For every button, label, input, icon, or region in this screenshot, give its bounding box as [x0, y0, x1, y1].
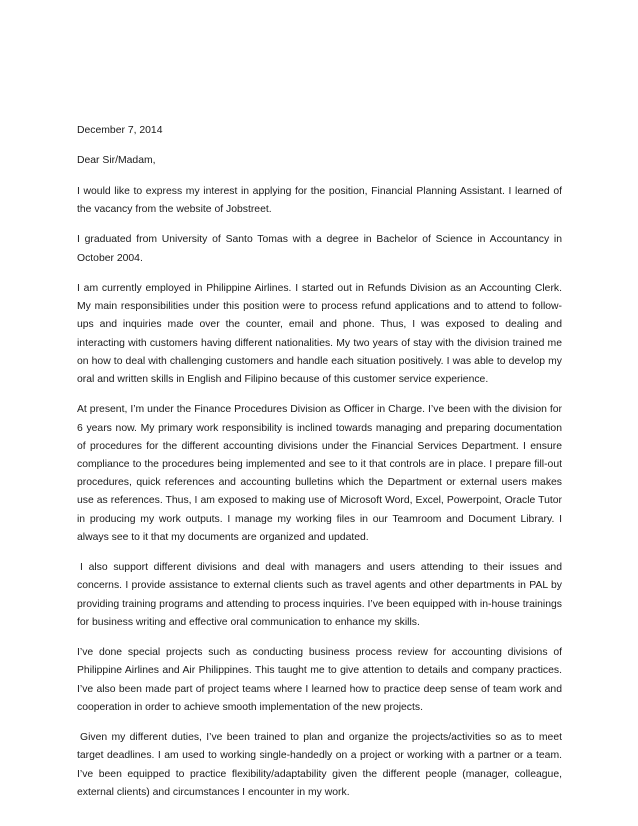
paragraph-support: I also support different divisions and deal with managers and users attending to their issues and concerns. I provide assistance to external clients such as travel agents and other departments in PAL by providing training programs and attending to process inquiries. I’ve been equipped with in-house trainings for business writing and effective oral communication to enhance my skills.	[77, 562, 562, 628]
paragraph-special-projects: I’ve done special projects such as conducting business process review for accounting divisions of Philippine Airlines and Air Philippines. This taught me to give attention to details and company practices. I’ve also been made part of project teams where I learned how to practice deep sense of team work and cooperation in order to achieve smooth implementation of the new projects.	[77, 647, 562, 713]
paragraph-education: I graduated from University of Santo Tomas with a degree in Bachelor of Science in Accountancy in October 2004.	[77, 234, 562, 264]
paragraph-duties: Given my different duties, I’ve been trained to plan and organize the projects/activities so as to meet target deadlines. I am used to working single-handedly on a project or working with a partner or a team. I’ve been equipped to practice flexibility/adaptability given the different people (manager, colleague, external clients) and circumstances I encounter in my work.	[77, 732, 562, 798]
paragraph-current-employment: I am currently employed in Philippine Airlines. I started out in Refunds Division as an Accounting Clerk. My main responsibilities under this position were to process refund applications and to attend to follow-ups and inquiries made over the counter, email and phone. Thus, I was exposed to dealing and interacting with customers having different nationalities. My two years of stay with the division trained me on how to deal with challenging customers and handle each situation positively. I was able to develop my oral and written skills in English and Filipino because of this customer service experience.	[77, 282, 562, 385]
paragraph-present-role: At present, I’m under the Finance Procedures Division as Officer in Charge. I’ve been with the division for 6 years now. My primary work responsibility is inclined towards managing and preparing documentation of procedures for the different accounting divisions under the Financial Services Department. I ensure compliance to the procedures being implemented and see to it that controls are in place. I prepare fill-out procedures, quick references and accounting bulletins which the Department or external users makes use as references. Thus, I am exposed to making use of Microsoft Word, Excel, Powerpoint, Oracle Tutor in producing my work outputs. I manage my working files in our Teamroom and Document Library. I always see to it that my documents are organized and updated.	[77, 404, 562, 543]
letter-salutation: Dear Sir/Madam,	[77, 155, 156, 167]
letter-body	[77, 122, 562, 814]
letter-date: December 7, 2014	[77, 125, 163, 136]
paragraph-interest: I would like to express my interest in applying for the position, Financial Planning Assistant. I learned of the vacancy from the website of Jobstreet.	[77, 185, 562, 215]
